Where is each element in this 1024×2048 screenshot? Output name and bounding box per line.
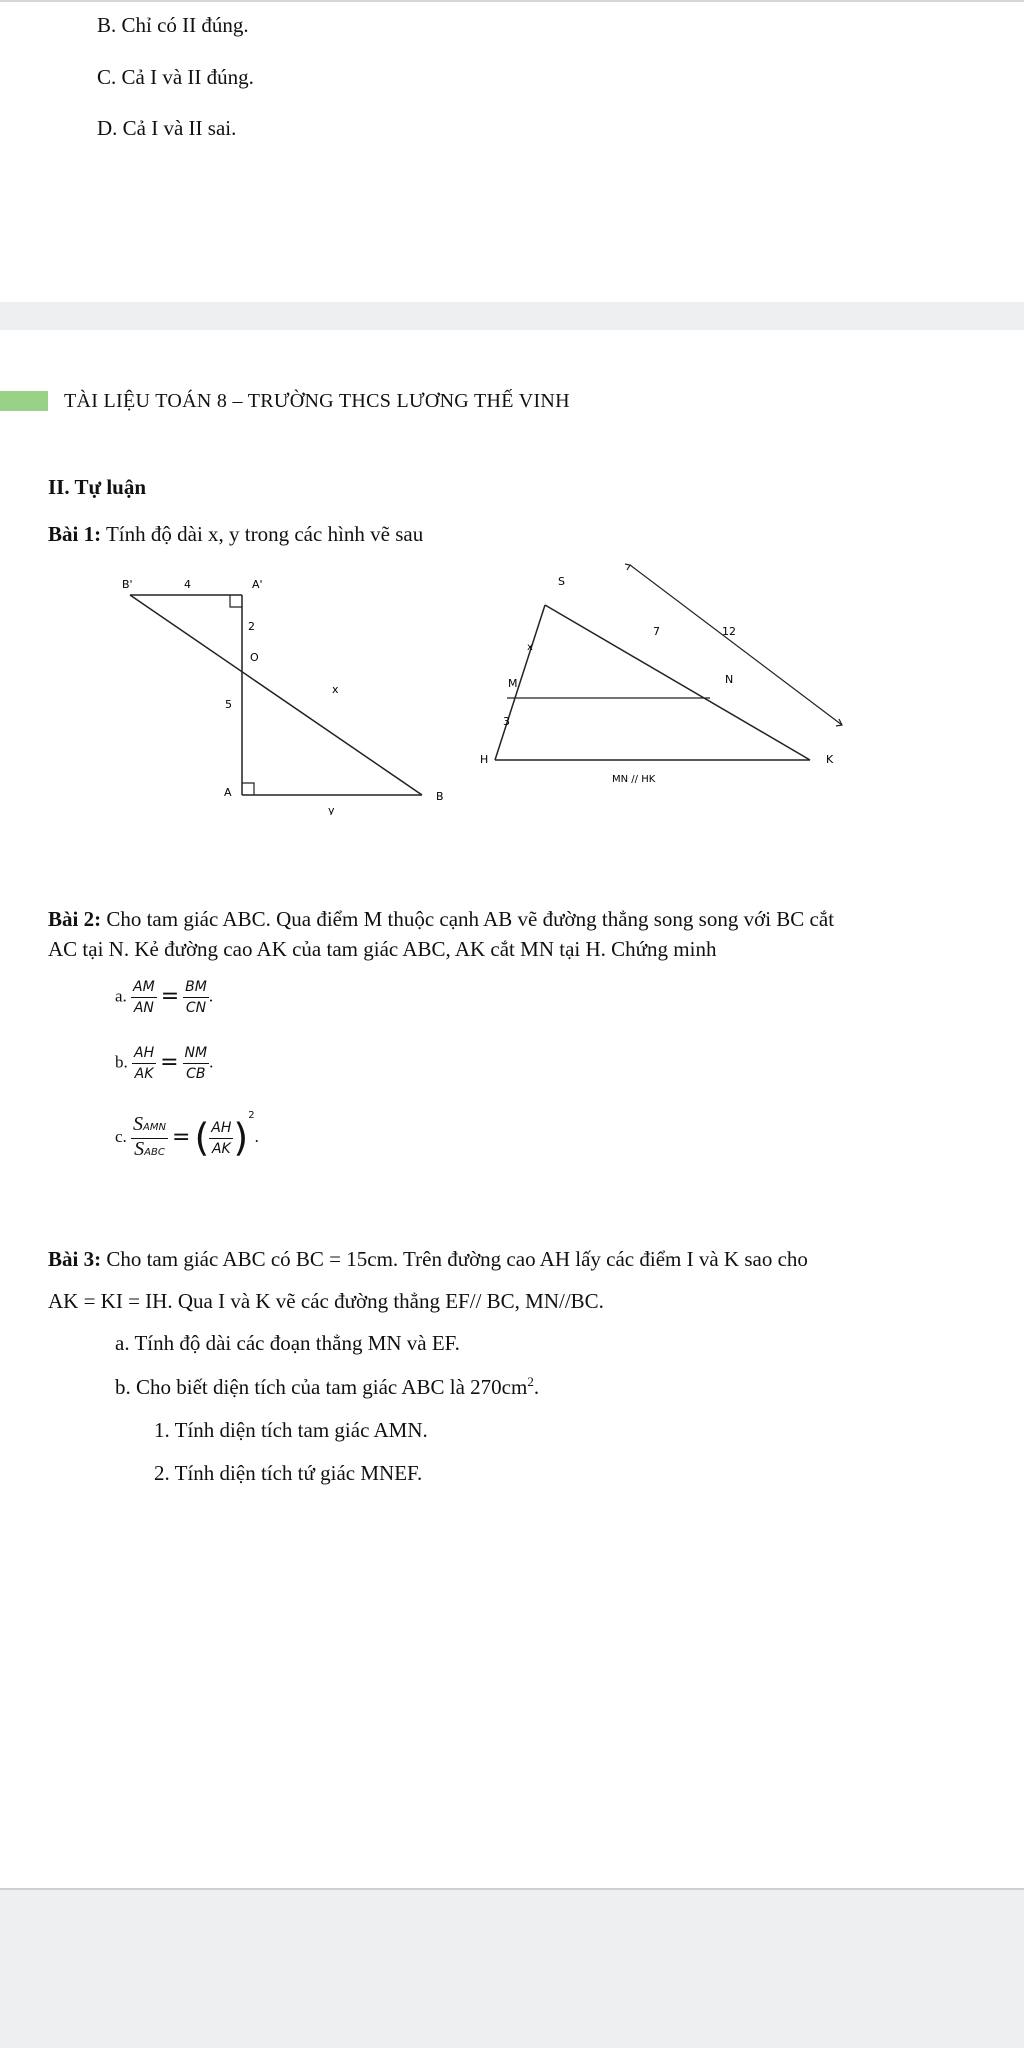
fraction-nm-cb: $\frac{NM}{CB}$ — [184, 1045, 208, 1082]
label-b-prime: B' — [122, 578, 133, 591]
previous-page — [0, 0, 1024, 302]
fraction-am-an: $\frac{AM}{AN}$ — [133, 979, 155, 1016]
section-title: II. Tự luận — [48, 475, 147, 499]
bai2-part-a: a. $\frac{AM}{AN}$ = $\frac{BM}{CN}$ . — [115, 979, 214, 1016]
bai2-label: Bài 2: — [48, 907, 102, 931]
figure-2 — [470, 560, 855, 820]
label-x: x — [527, 642, 533, 653]
label-a: A — [224, 786, 232, 799]
option-b: B. Chỉ có II đúng. — [97, 13, 249, 37]
bai3-part-b: b. Cho biết diện tích của tam giác ABC là $270cm^2$. — [115, 1374, 540, 1399]
length-4: 4 — [184, 578, 191, 591]
length-3: 3 — [503, 715, 510, 728]
fraction-ah-ak-squared: $\frac{AH}{AK}$ — [211, 1119, 232, 1157]
length-7: 7 — [653, 625, 660, 638]
label-s: S — [558, 575, 565, 588]
fraction-bm-cn: $\frac{BM}{CN}$ — [185, 979, 207, 1016]
option-c: C. Cả I và II đúng. — [97, 65, 254, 89]
bai3-part-b2: 2. Tính diện tích tứ giác MNEF. — [154, 1461, 423, 1485]
length-12: 12 — [722, 625, 736, 638]
fraction-ah-ak: $\frac{AH}{AK}$ — [134, 1045, 155, 1082]
label-n: N — [725, 673, 734, 686]
label-b: B — [436, 790, 444, 803]
header-accent-bar — [0, 391, 48, 411]
document-page — [0, 330, 1024, 1890]
bai3-label: Bài 3: — [48, 1247, 102, 1271]
bai2-part-b: b. $\frac{AH}{AK}$ = $\frac{NM}{CB}$ . — [115, 1045, 214, 1082]
part-c-label: c. — [115, 1127, 127, 1146]
bai2-part-c: c. $\frac{\text{SAMN}}{\text{SABC}}$ = ( $\frac{AH}{AK}$ )$^2$. — [115, 1110, 259, 1163]
part-a-label: a. — [115, 986, 127, 1006]
length-2: 2 — [248, 620, 255, 633]
figure-1 — [110, 560, 455, 815]
label-k: K — [826, 753, 834, 766]
bai3-part-b1: 1. Tính diện tích tam giác AMN. — [154, 1418, 428, 1442]
figure-caption: MN // HK — [612, 774, 656, 785]
label-m: M — [508, 677, 518, 690]
bai3-line1: Cho tam giác ABC có BC = 15cm. Trên đường cao AH lấy các điểm I và K sao cho — [101, 1247, 808, 1271]
bai2-statement-line2: AC tại N. Kẻ đường cao AK của tam giác ABC, AK cắt MN tại H. Chứng minh — [48, 937, 717, 961]
bai2-line1: Cho tam giác ABC. Qua điểm M thuộc cạnh AB vẽ đường thẳng song song với BC cắt — [101, 907, 835, 931]
label-h: H — [480, 753, 489, 766]
fraction-area-ratio: $\frac{\text{SAMN}}{\text{SABC}}$ — [133, 1112, 166, 1160]
label-o: O — [250, 651, 259, 664]
bai1-text: Tính độ dài x, y trong các hình vẽ sau — [101, 522, 424, 546]
option-d: D. Cả I và II sai. — [97, 116, 237, 140]
page-header-title: TÀI LIỆU TOÁN 8 – TRƯỜNG THCS LƯƠNG THẾ VINH — [64, 390, 570, 412]
bai1-label: Bài 1: — [48, 522, 102, 546]
bai1-statement — [48, 522, 423, 547]
part-b-label: b. — [115, 1052, 128, 1072]
length-5: 5 — [225, 698, 232, 711]
bai3-statement-line1 — [48, 1247, 808, 1272]
bai2-statement-line1 — [48, 907, 834, 932]
bai3-part-a: a. Tính độ dài các đoạn thẳng MN và EF. — [115, 1331, 460, 1355]
label-x: x — [332, 683, 339, 696]
label-y: y — [328, 804, 335, 815]
bai3-statement-line2: AK = KI = IH. Qua I và K vẽ các đường thẳng EF// BC, MN//BC. — [48, 1289, 604, 1313]
label-a-prime: A' — [252, 578, 263, 591]
